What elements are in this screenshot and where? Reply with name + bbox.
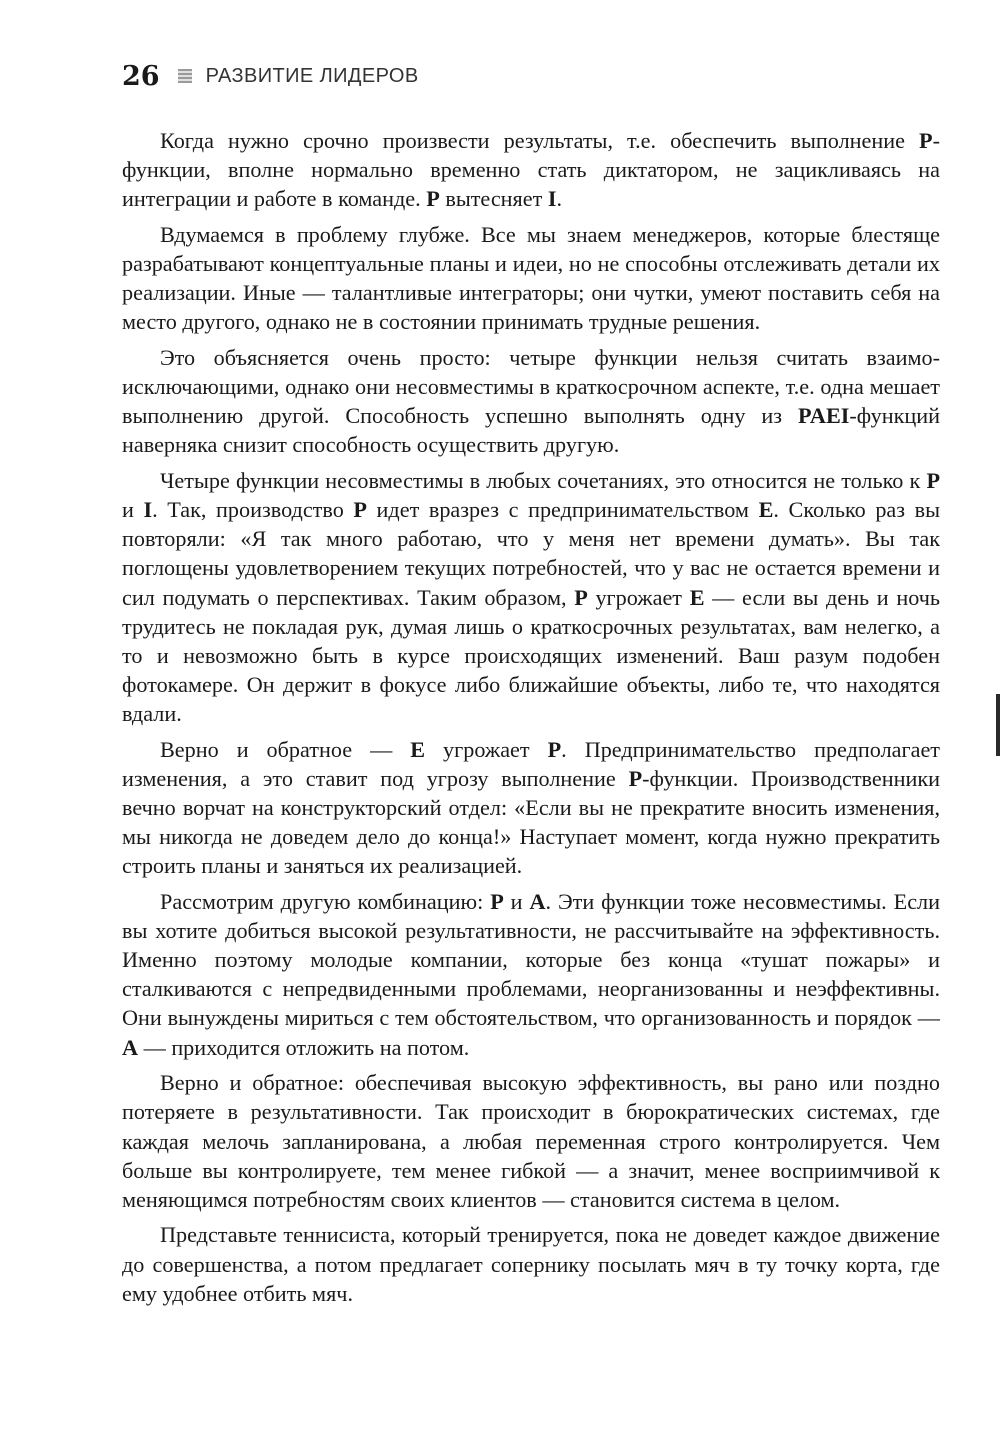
text-run: Четыре функции несовместимы в любых сочетаниях, это относится не только к: [160, 467, 927, 493]
text-run: и: [122, 497, 144, 523]
function-letter: P: [490, 888, 504, 914]
function-letter: P: [574, 584, 588, 610]
function-letter: P: [919, 128, 933, 153]
text-run: . Эти функции тоже несовместимы. Если вы хотите добиться высокой результативности, не рассчитывайте на эффективность. Именно поэтому молодые компании, которые без конца «тушат пожары» и сталкиваются с непредвиденными проблемами, неорганизованны и неэффективны. Они вынуждены мириться с тем обстоятельством, что организованность и порядок —: [122, 888, 940, 1031]
text-run: Вдумаемся в проблему глубже. Все мы знаем менеджеров, которые блестяще разрабатывают концептуальные планы и идеи, но не способны отслеживать детали их реализации. Иные — талантливые интеграторы; они чутки, умеют поставить себя на место другого, однако не в состоянии принимать трудные решения.: [122, 221, 940, 335]
paragraph: [122, 220, 940, 337]
paragraph: [122, 343, 940, 460]
text-run: . Предпринимательство предполагает изменения, а это ставит под угрозу выполнение: [122, 736, 940, 791]
chapter-title: РАЗВИТИЕ ЛИДЕРОВ: [205, 64, 419, 87]
text-run: -функций наверняка снизит способность осуществить другую.: [122, 403, 940, 458]
text-run: Это объясняется очень просто: четыре функции нельзя считать взаимоисключающими, однако они несовместимы в краткосрочном аспекте, т.е. одна мешает выполнению другой. Способность успешно выполнять одну из: [122, 344, 940, 429]
text-run: . Сколько раз вы повторяли: «Я так много работаю, что у меня нет времени думать». Вы так поглощены удовлетворением текущих потребностей, что у вас не остается времени и сил подумать о перспективах. Таким образом,: [122, 497, 941, 610]
text-run: -функции, вполне нормально временно стать диктатором, не зацикливаясь на интеграции и работе в команде.: [122, 128, 940, 212]
page-number: 26: [122, 60, 160, 92]
paragraph: [122, 1068, 940, 1214]
function-letter: P: [926, 467, 940, 493]
function-letter: P: [426, 186, 440, 212]
function-letter: E: [758, 497, 774, 523]
function-letter: P: [353, 497, 367, 523]
text-run: Когда нужно срочно произвести результаты, т.е. обеспечить выполнение: [160, 128, 920, 153]
paragraph: [122, 1220, 940, 1307]
function-letter: P: [628, 765, 643, 791]
paragraph: [122, 466, 940, 728]
text-run: -функции. Производственники вечно ворчат на конструкторский отдел: «Если вы не прекратите вносить изменения, мы никогда не доведем дело до конца!» Наступает момент, когда нужно прекратить строить планы и заняться их реализацией.: [122, 765, 940, 879]
running-head: [122, 56, 419, 96]
text-run: вытесняет: [439, 186, 548, 212]
text-run: угрожает: [587, 584, 690, 610]
text-run: .: [556, 186, 563, 212]
margin-mark: [996, 694, 1000, 756]
body-text: [122, 126, 940, 1314]
function-letter: E: [689, 584, 705, 610]
text-run: Представьте теннисиста, который тренируется, пока не доведет каждое движение до совершенства, а потом предлагает сопернику посылать мяч в ту точку корта, где ему удобнее отбить мяч.: [122, 1222, 940, 1306]
square-hatched-icon: [178, 69, 192, 83]
function-letter: I: [143, 497, 153, 523]
function-letter: P: [547, 736, 562, 762]
text-run: угрожает: [425, 736, 548, 762]
paragraph: [122, 126, 940, 213]
text-run: — приходится отложить на потом.: [138, 1034, 470, 1060]
text-run: Верно и обратное —: [160, 736, 411, 762]
text-run: — если вы день и ночь трудитесь не покладая рук, думая лишь о краткосрочных результатах, вам нелегко, а то и невозможно быть в курсе происходящих изменений. Ваш разум подобен фотокамере. Он держит в фокусе либо ближайшие объекты, либо те, что находятся вдали.: [122, 584, 940, 727]
text-run: и: [503, 888, 530, 914]
paragraph: [122, 735, 940, 881]
text-run: Рассмотрим другую комбинацию:: [160, 888, 491, 914]
paragraph: [122, 887, 940, 1062]
function-letter: A: [122, 1034, 139, 1060]
function-letter: E: [410, 736, 426, 762]
function-letter: PAEI: [798, 403, 850, 429]
text-run: Верно и обратное: обеспечивая высокую эффективность, вы рано или поздно потеряете в результативности. Так происходит в бюрократических системах, где каждая мелочь запланирована, а любая переменная строго контролируется. Чем больше вы контролируете, тем менее гибкой — а значит, менее восприимчивой к меняющимся потребностям своих клиентов — становится система в целом.: [122, 1070, 940, 1212]
function-letter: I: [547, 186, 557, 212]
function-letter: A: [529, 888, 546, 914]
text-run: идет вразрез с предпринимательством: [366, 497, 759, 523]
text-run: . Так, производство: [152, 497, 354, 523]
